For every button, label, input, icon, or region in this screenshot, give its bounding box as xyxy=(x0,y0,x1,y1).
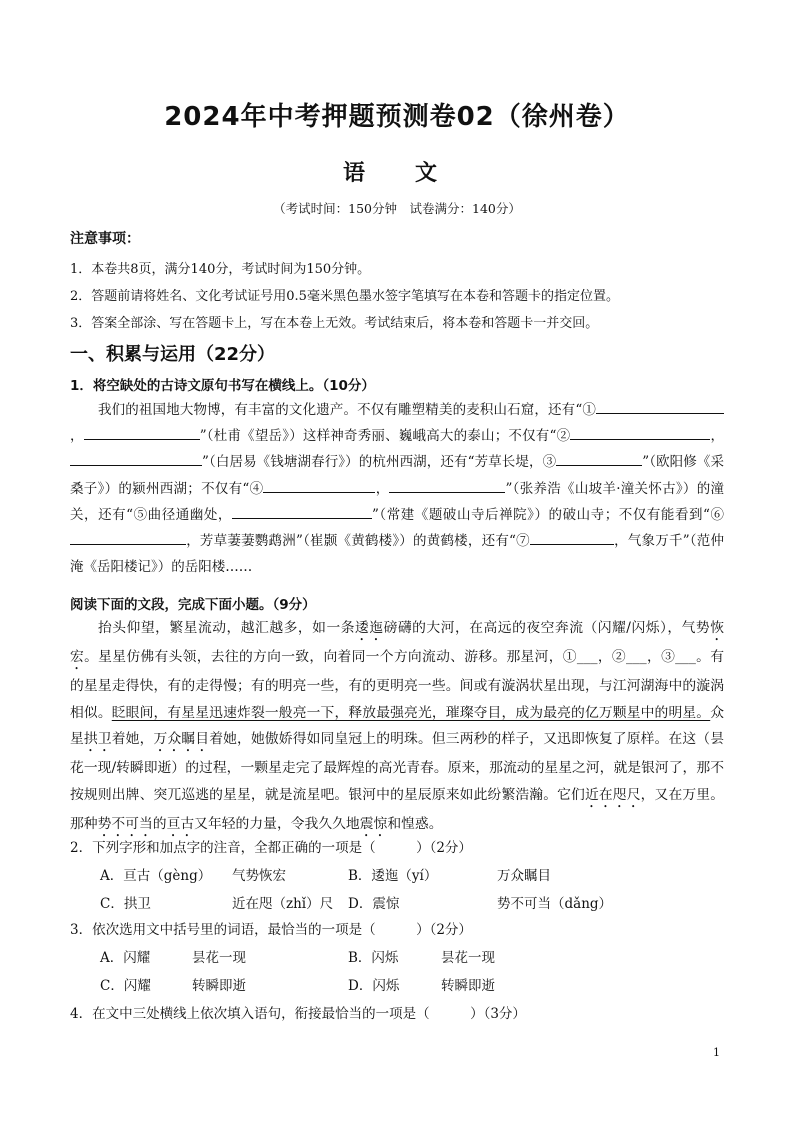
answer-blank[interactable] xyxy=(530,530,614,545)
option-d[interactable]: D．震惊 xyxy=(348,896,400,912)
option-a[interactable]: A．闪耀 xyxy=(100,950,151,966)
answer-blank[interactable] xyxy=(232,504,372,519)
notice-title: 注意事项： xyxy=(70,231,140,247)
option-a-word: 气势恢宏 xyxy=(232,868,286,884)
question-2-stem: 2．下列字形和加点字的注音，全都正确的一项是（ ）（2分） xyxy=(70,840,472,856)
option-a[interactable]: A．亘古（gèng） xyxy=(100,868,212,884)
option-b[interactable]: B．逶迤（yí） xyxy=(348,868,438,884)
option-c-word: 转瞬即逝 xyxy=(192,978,246,994)
option-d[interactable]: D．闪烁 xyxy=(348,978,400,994)
notice-item: 3．答案全部涂、写在答题卡上，写在本卷上无效。考试结束后，将本卷和答题卡一并交回。 xyxy=(70,316,599,331)
answer-blank[interactable] xyxy=(70,451,202,466)
answer-blank[interactable] xyxy=(556,451,642,466)
notice-item: 2．答题前请将姓名、文化考试证号用0.5毫米黑色墨水签字笔填写在本卷和答题卡的指定位置。 xyxy=(70,289,619,304)
question-1-heading: 1．将空缺处的古诗文原句书写在横线上。（10分） xyxy=(70,378,375,394)
option-c-word: 近在咫（zhǐ）尺 xyxy=(232,896,334,912)
option-c[interactable]: C．闪耀 xyxy=(100,978,151,994)
option-c[interactable]: C．拱卫 xyxy=(100,896,151,912)
subject-title: 语 文 xyxy=(342,161,451,186)
question-1-passage: 我们的祖国地大物博，有丰富的文化遗产。不仅有雕塑精美的麦积山石窟，还有“①， ”（杜甫《望岳》）这样神奇秀丽、巍峨高大的泰山；不仅有“② ，”（白居易《钱塘湖春行》）的杭州西湖，还有“芳草长堤，③ ”（欧阳修《采桑子》）的颍州西湖；不仅有“④ ， ”（张养浩《山坡羊·潼关怀古》）的潼关，还有“⑤曲径通幽处， ”（常建《题破山寺后禅院》）的破山寺；不仅有能看到“⑥，芳草萋萋鹦鹉洲”（崔颢《黄鹤楼》）的黄鹤楼，还有“⑦ ，气象万千”（范仲淹《岳阳楼记》）的岳阳楼…… xyxy=(70,397,724,580)
underlined-sentence: 眨眼间，有星星迅速炸裂一般亮一下，释放最强亮光，璀璨夺目，成为最亮的亿万颗星中的明星。 xyxy=(111,704,711,721)
option-a-word: 昙花一现 xyxy=(192,950,246,966)
answer-blank[interactable] xyxy=(84,425,200,440)
question-4-stem: 4．在文中三处横线上依次填入语句，衔接最恰当的一项是（ ）（3分） xyxy=(70,1006,526,1022)
paper-title: 2024年中考押题预测卷02（徐州卷） xyxy=(164,102,630,132)
option-d-word: 势不可当（dǎng） xyxy=(497,896,613,912)
option-b-word: 万众瞩目 xyxy=(497,868,551,884)
option-b-word: 昙花一现 xyxy=(441,950,495,966)
answer-blank[interactable] xyxy=(570,425,710,440)
option-d-word: 转瞬即逝 xyxy=(441,978,495,994)
option-b[interactable]: B．闪烁 xyxy=(348,950,399,966)
answer-blank[interactable] xyxy=(70,530,186,545)
answer-blank[interactable] xyxy=(263,478,375,493)
reading-heading: 阅读下面的文段，完成下面小题。（9分） xyxy=(70,597,316,613)
answer-blank[interactable] xyxy=(596,399,724,414)
question-3-stem: 3．依次选用文中括号里的词语，最恰当的一项是（ ）（2分） xyxy=(70,922,472,938)
section-heading: 一、积累与运用（22分） xyxy=(70,344,276,365)
notice-item: 1．本卷共8页，满分140分，考试时间为150分钟。 xyxy=(70,262,371,277)
exam-info: （考试时间：150分钟 试卷满分：140分） xyxy=(273,201,521,216)
answer-blank[interactable] xyxy=(389,478,505,493)
reading-passage: 抬头仰望，繁星流动，越汇越多，如一条逶迤磅礴的大河，在高远的夜空奔流（闪耀/闪烁），气势恢宏。星星仿佛有头领，去往的方向一致，向着同一个方向流动、游移。那星河，①___，②___，③___。有的星星走得快，有的走得慢；有的明亮一些，有的更明亮一些。间或有漩涡状星出现，与江河湖海中的漩涡相似。眨眼间，有星星迅速炸裂一般亮一下，释放最强亮光，璀璨夺目，成为最亮的亿万颗星中的明星。众星拱卫着她，万众瞩目着她，她傲娇得如同皇冠上的明珠。但三两秒的样子，又迅即恢复了原样。在这（昙花一现/转瞬即逝）的过程，一颗星走完了最辉煌的高光青春。原来，那流动的星星之河，就是银河了，那不按规则出牌、突兀巡逃的星星，就是流星吧。银河中的星辰原来如此纷繁浩瀚。它们近在咫尺，又在万里。那种势不可当的亘古又年轻的力量，令我久久地震惊和惶惑。 xyxy=(70,620,725,832)
page-number: 1 xyxy=(713,1046,720,1059)
